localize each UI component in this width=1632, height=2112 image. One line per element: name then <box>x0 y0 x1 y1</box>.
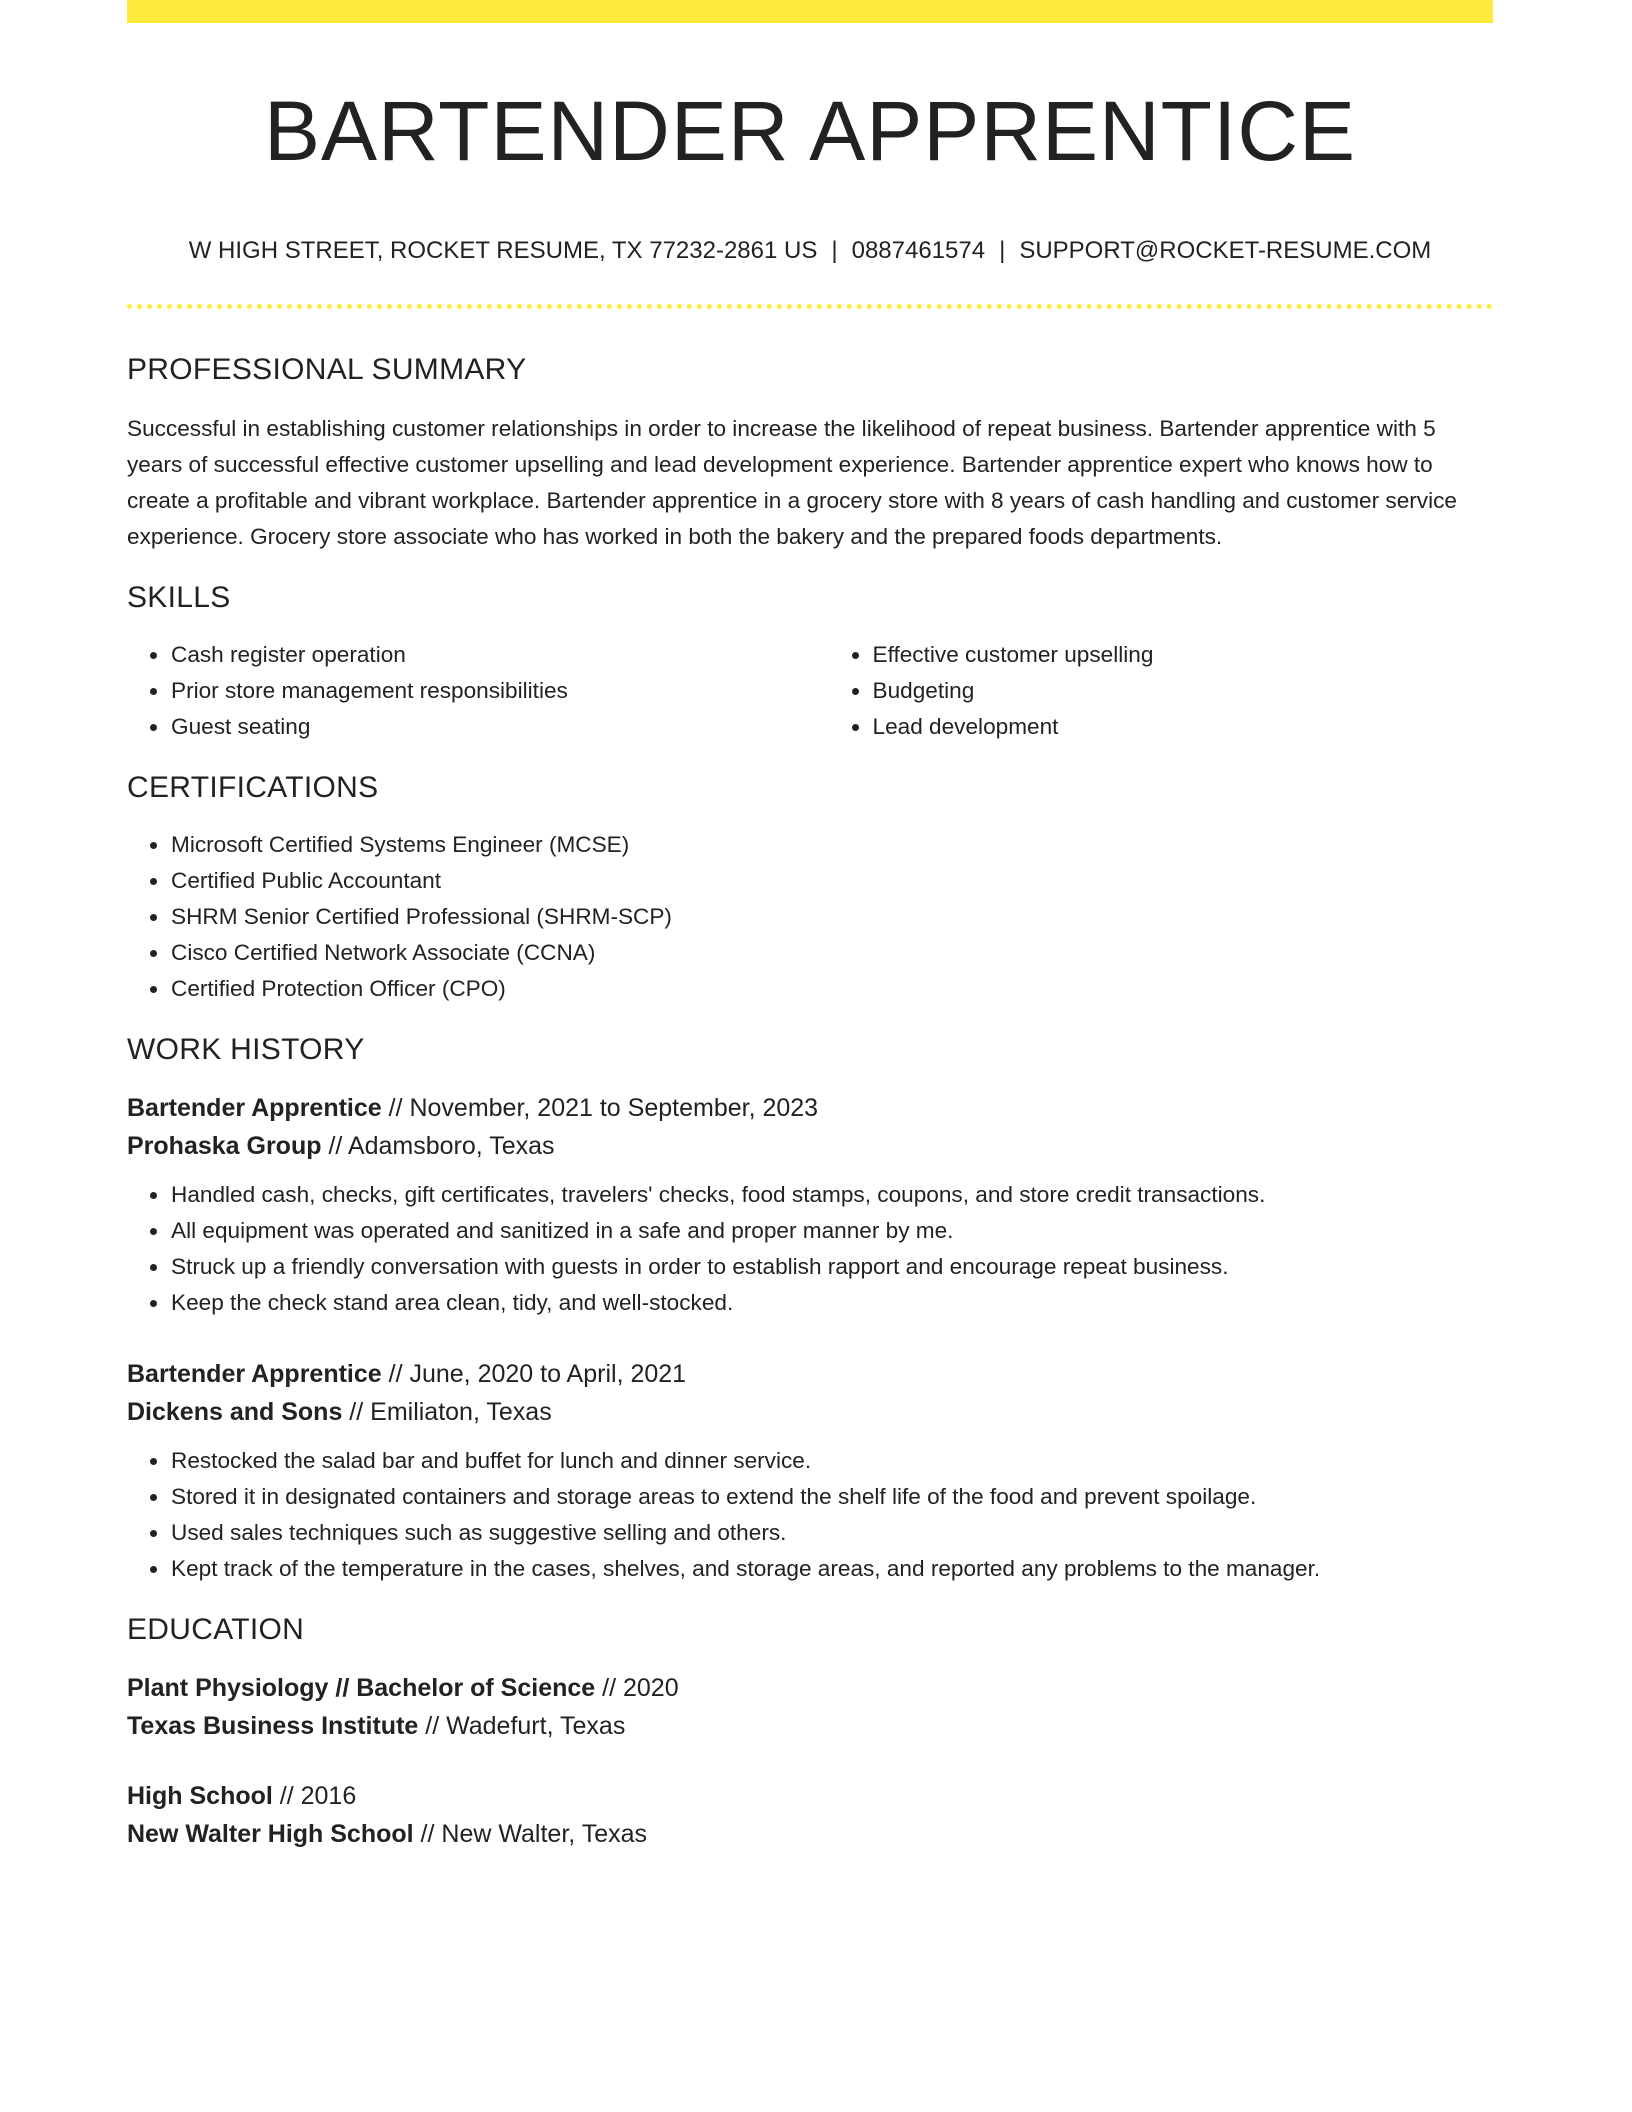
degree: High School <box>127 1782 273 1811</box>
section-heading: EDUCATION <box>127 1613 305 1647</box>
company-name: Dickens and Sons <box>127 1398 343 1427</box>
skills-right-list <box>825 637 1493 745</box>
section-heading: WORK HISTORY <box>127 1033 365 1067</box>
certifications-section <box>127 771 1493 1007</box>
list-item: • Lead development <box>872 709 1493 745</box>
section-heading: PROFESSIONAL SUMMARY <box>127 353 527 387</box>
list-item: • Used sales techniques such as suggestive selling and others. <box>170 1515 1493 1551</box>
job-entry <box>127 1355 1493 1587</box>
school-name: New Walter High School <box>127 1820 414 1849</box>
separator: | <box>999 237 1006 265</box>
list-item: • Stored it in designated containers and storage areas to extend the shelf life of the food and prevent spoilage. <box>170 1479 1493 1515</box>
list-item: • Effective customer upselling <box>872 637 1493 673</box>
dotted-divider <box>127 304 1493 309</box>
company-name: Prohaska Group <box>127 1132 322 1161</box>
list-item: • Cisco Certified Network Associate (CCNA) <box>170 935 1493 971</box>
job-header <box>127 1089 1493 1165</box>
list-item: • Struck up a friendly conversation with guests in order to establish rapport and encourage repeat business. <box>170 1249 1493 1285</box>
job-entry <box>127 1089 1493 1321</box>
resume-name: BARTENDER APPRENTICE <box>263 84 1357 178</box>
job-location: // Emiliaton, Texas <box>342 1398 552 1427</box>
degree: Plant Physiology // Bachelor of Science <box>127 1674 596 1703</box>
skills-left-list <box>127 637 825 745</box>
list-item: • Kept track of the temperature in the cases, shelves, and storage areas, and reported any problems to the manager. <box>170 1551 1493 1587</box>
school-location: // Wadefurt, Texas <box>418 1712 626 1741</box>
education-section <box>127 1613 1493 1853</box>
list-item: • Handled cash, checks, gift certificates, travelers' checks, food stamps, coupons, and store credit transactions. <box>170 1177 1493 1213</box>
list-item: • Guest seating <box>170 709 825 745</box>
graduation-year: // 2016 <box>272 1782 357 1811</box>
phone: 0887461574 <box>851 237 986 265</box>
certifications-list <box>127 827 1493 1007</box>
job-dates: // June, 2020 to April, 2021 <box>381 1360 687 1389</box>
section-heading: SKILLS <box>127 581 231 615</box>
separator: | <box>831 237 838 265</box>
skills-section <box>127 581 1493 745</box>
job-bullets <box>127 1177 1493 1321</box>
resume-page <box>127 0 1493 1853</box>
job-header <box>127 1355 1493 1431</box>
skills-grid <box>127 637 1493 745</box>
job-bullets <box>127 1443 1493 1587</box>
school-location: // New Walter, Texas <box>413 1820 648 1849</box>
education-entry <box>127 1777 1493 1853</box>
graduation-year: // 2020 <box>595 1674 679 1703</box>
education-entry <box>127 1669 1493 1745</box>
address: W HIGH STREET, ROCKET RESUME, TX 77232-2861 US <box>188 237 818 265</box>
list-item: • SHRM Senior Certified Professional (SHRM-SCP) <box>170 899 1493 935</box>
list-item: • Certified Public Accountant <box>170 863 1493 899</box>
summary-section <box>127 353 1493 555</box>
summary-text: Successful in establishing customer relationships in order to increase the likelihood of repeat business. Bartender apprentice with 5 years of successful effective customer upselling and lead development experience. Bartender apprentice expert who knows how to create a profitable and vibrant workplace. Bartender apprentice in a grocery store with 8 years of cash handling and customer service experience. Grocery store associate who has worked in both the bakery and the prepared foods departments. <box>127 416 1457 550</box>
job-title: Bartender Apprentice <box>127 1360 382 1389</box>
list-item: • Prior store management responsibilities <box>170 673 825 709</box>
job-title: Bartender Apprentice <box>127 1094 382 1123</box>
list-item: • Budgeting <box>872 673 1493 709</box>
job-location: // Adamsboro, Texas <box>321 1132 555 1161</box>
section-heading: CERTIFICATIONS <box>127 771 379 805</box>
work-history-section <box>127 1033 1493 1587</box>
job-dates: // November, 2021 to September, 2023 <box>381 1094 819 1123</box>
accent-top-bar <box>127 0 1493 23</box>
list-item: • Cash register operation <box>170 637 825 673</box>
email: SUPPORT@ROCKET-RESUME.COM <box>1019 237 1432 265</box>
list-item: • Keep the check stand area clean, tidy, and well-stocked. <box>170 1285 1493 1321</box>
school-name: Texas Business Institute <box>127 1712 419 1741</box>
list-item: • All equipment was operated and sanitized in a safe and proper manner by me. <box>170 1213 1493 1249</box>
list-item: • Microsoft Certified Systems Engineer (MCSE) <box>170 827 1493 863</box>
list-item: • Certified Protection Officer (CPO) <box>170 971 1493 1007</box>
contact-line <box>127 237 1493 266</box>
list-item: • Restocked the salad bar and buffet for lunch and dinner service. <box>170 1443 1493 1479</box>
